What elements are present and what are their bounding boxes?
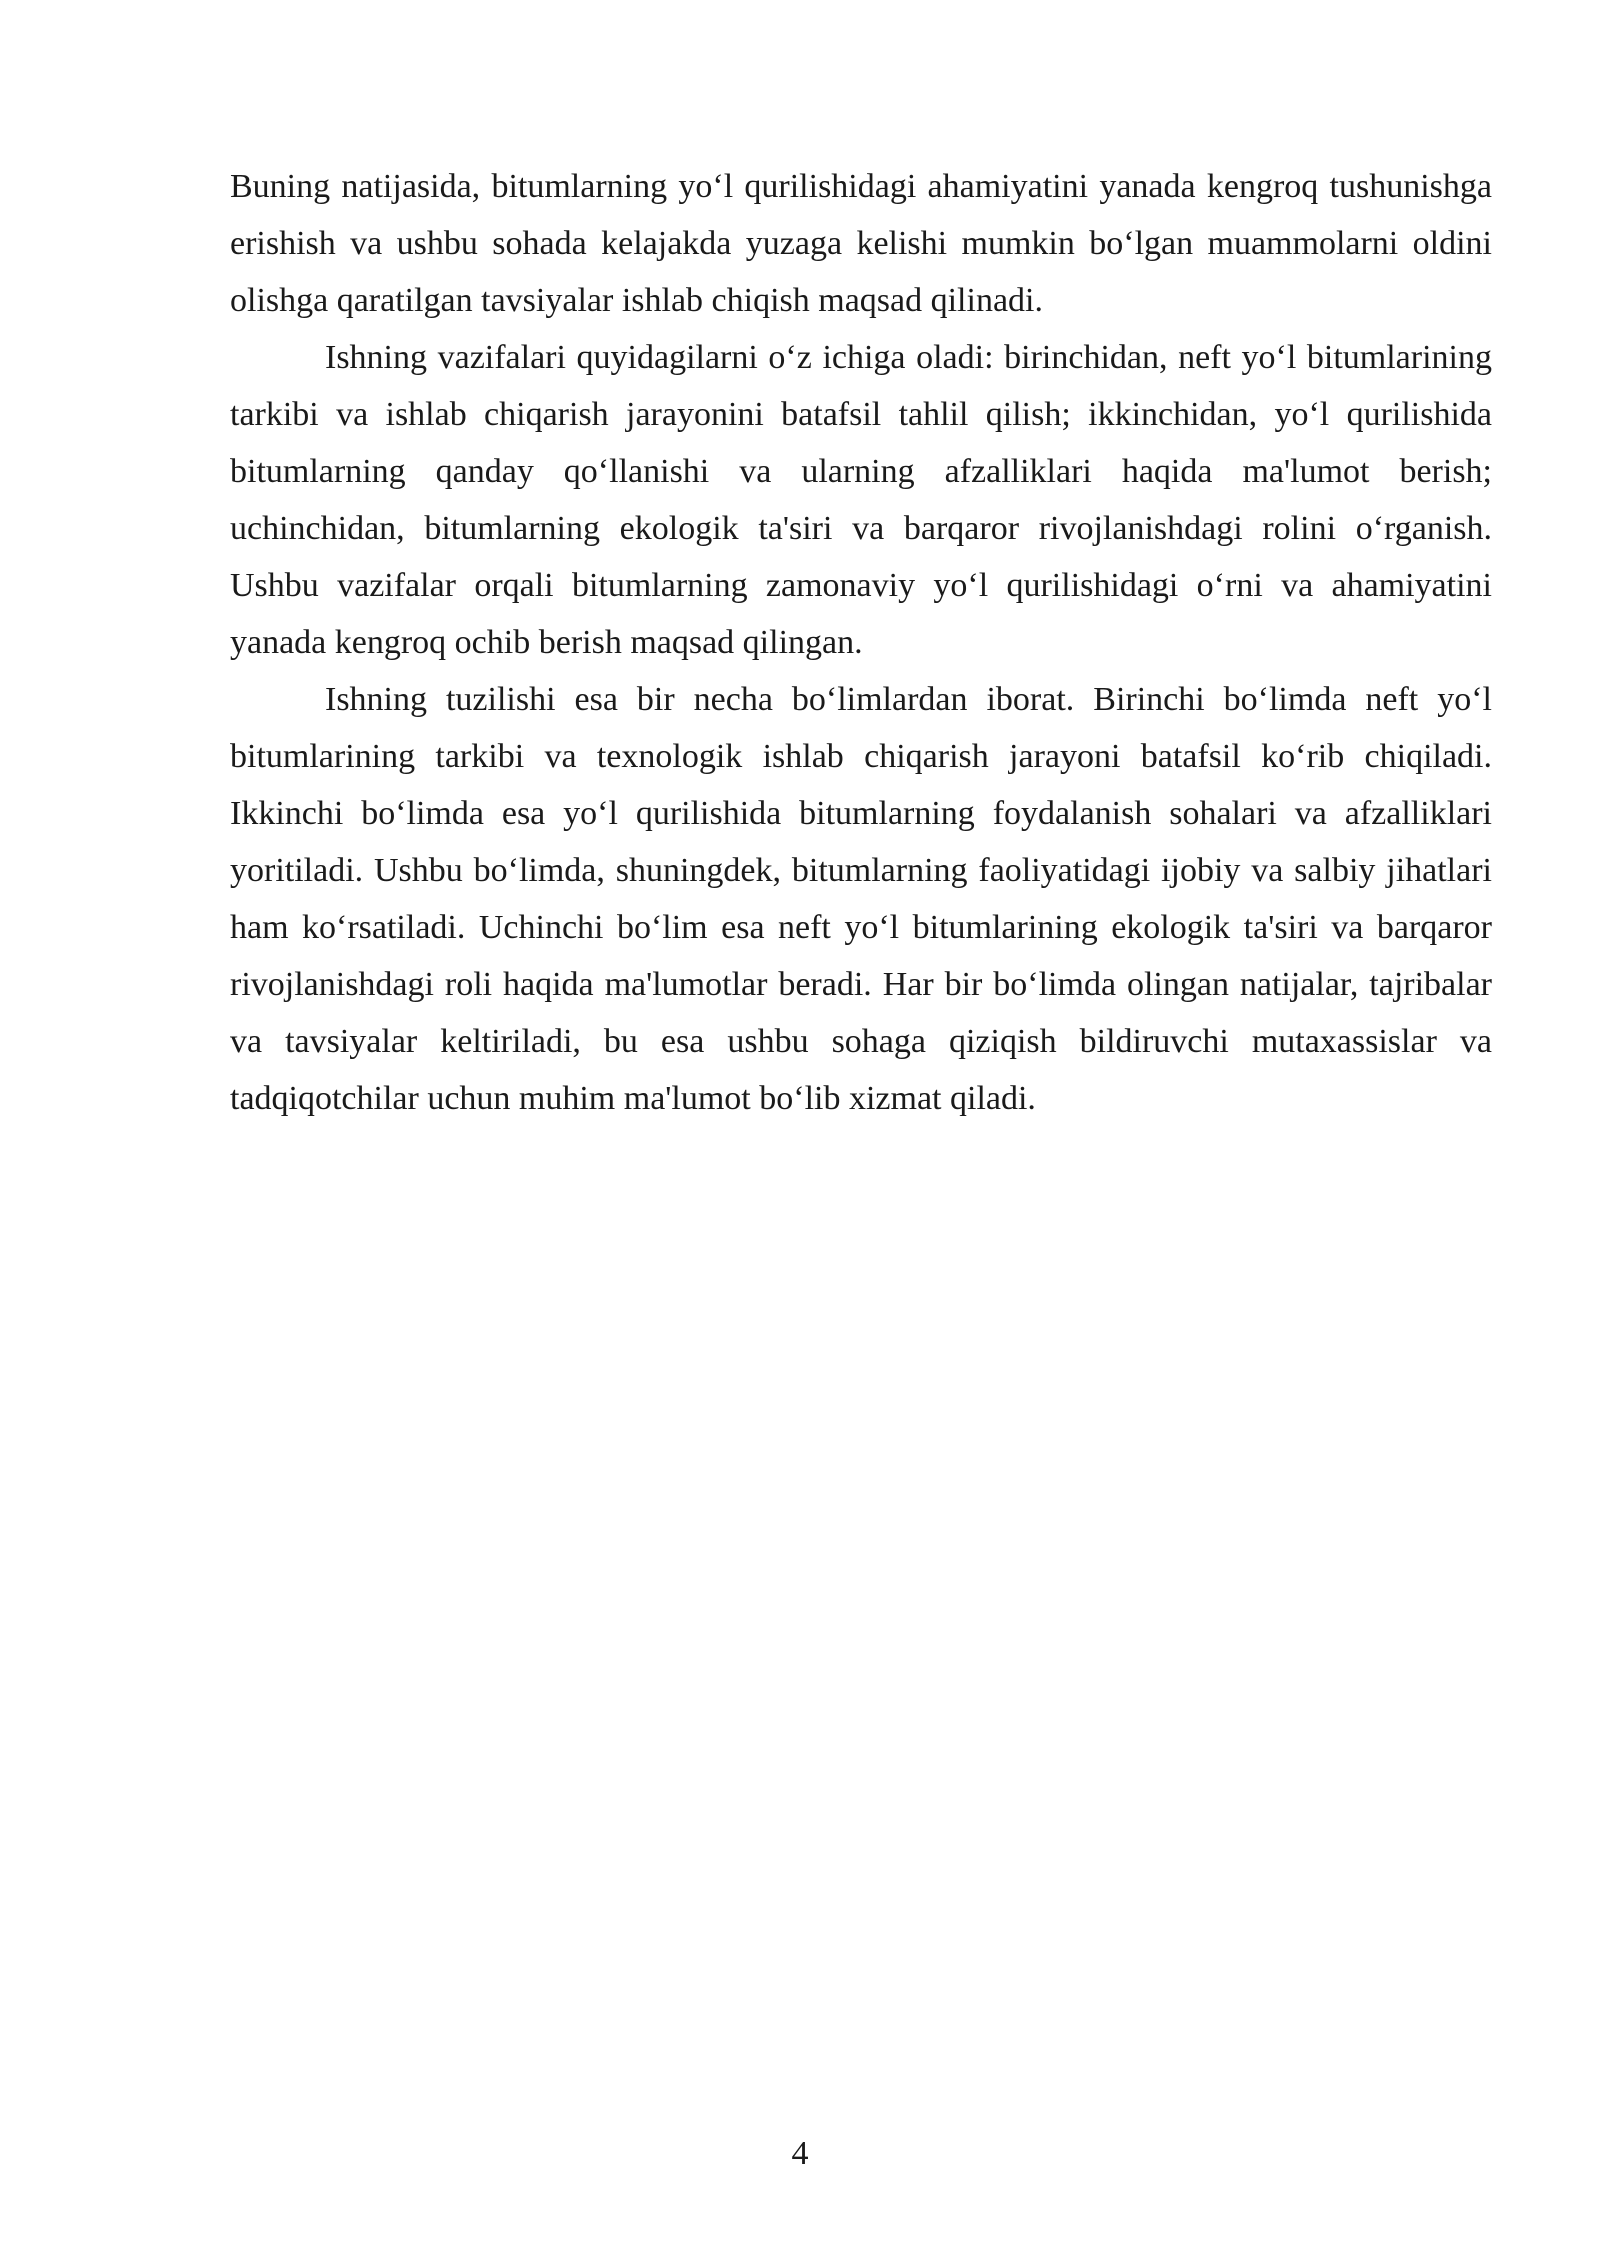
paragraph-continuation: Buning natijasida, bitumlarning yo‘l qurilishidagi ahamiyatini yanada kengroq tushunishga erishish va ushbu sohada kelajakda yuzaga kelishi mumkin bo‘lgan muammolarni oldini olishga qaratilgan tavsiyalar ishlab chiqish maqsad qilinadi. [230, 168, 1492, 319]
paragraph-structure: Ishning tuzilishi esa bir necha bo‘limlardan iborat. Birinchi bo‘limda neft yo‘l bitumlarining tarkibi va texnologik ishlab chiqarish jarayoni batafsil ko‘rib chiqiladi. Ikkinchi bo‘limda esa yo‘l qurilishida bitumlarning foydalanish sohalari va afzalliklari yoritiladi. Ushbu bo‘limda, shuningdek, bitumlarning faoliyatidagi ijobiy va salbiy jihatlari ham ko‘rsatiladi. Uchinchi bo‘lim esa neft yo‘l bitumlarining ekologik ta'siri va barqaror rivojlanishdagi roli haqida ma'lumotlar beradi. Har bir bo‘limda olingan natijalar, tajribalar va tavsiyalar keltiriladi, bu esa ushbu sohaga qiziqish bildiruvchi mutaxassislar va tadqiqotchilar uchun muhim ma'lumot bo‘lib xizmat qiladi. [230, 681, 1492, 1117]
paragraph-tasks: Ishning vazifalari quyidagilarni o‘z ichiga oladi: birinchidan, neft yo‘l bitumlarining tarkibi va ishlab chiqarish jarayonini batafsil tahlil qilish; ikkinchidan, yo‘l qurilishida bitumlarning qanday qo‘llanishi va ularning afzalliklari haqida ma'lumot berish; uchinchidan, bitumlarning ekologik ta'siri va barqaror rivojlanishdagi rolini o‘rganish. Ushbu vazifalar orqali bitumlarning zamonaviy yo‘l qurilishidagi o‘rni va ahamiyatini yanada kengroq ochib berish maqsad qilingan. [230, 339, 1492, 661]
body-text [230, 158, 1492, 1127]
page-number: 4 [791, 2135, 809, 2172]
